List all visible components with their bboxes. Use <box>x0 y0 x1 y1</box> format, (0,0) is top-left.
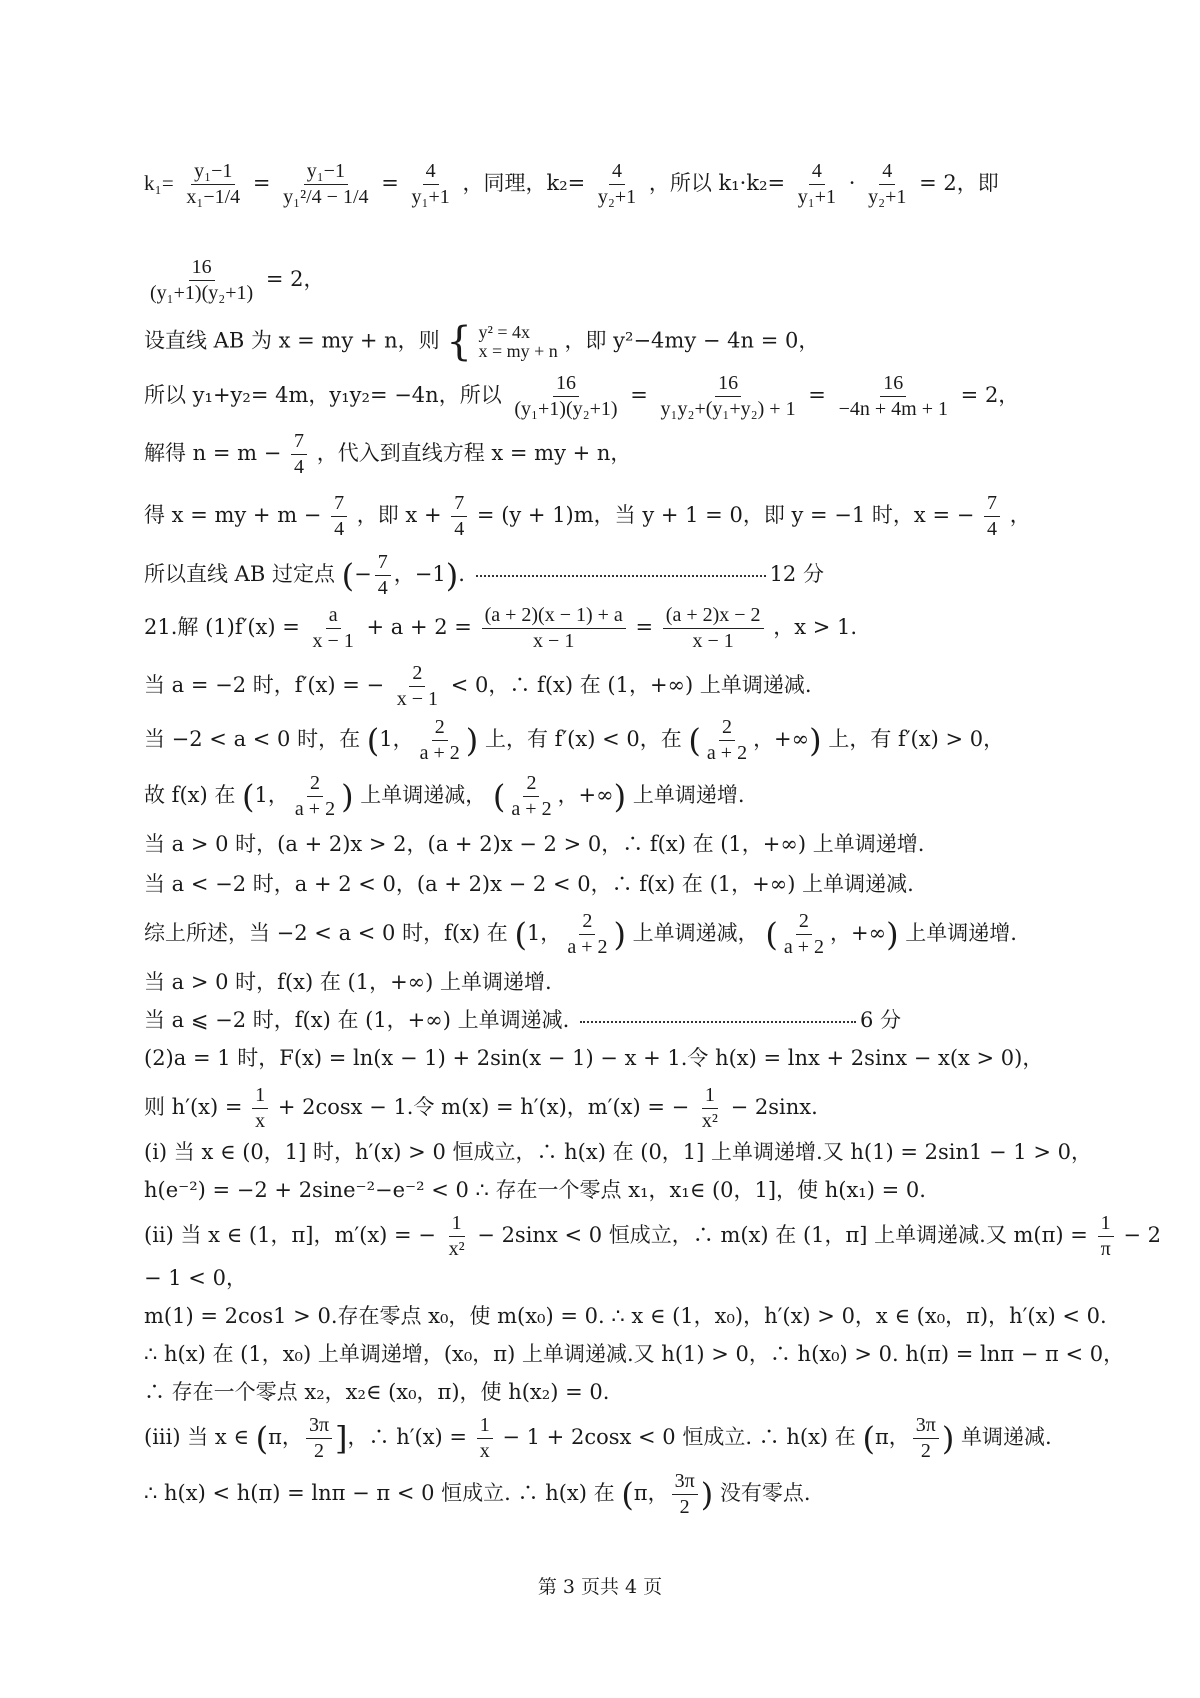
denominator: 2 <box>313 1440 324 1462</box>
fraction <box>699 1084 721 1133</box>
fraction <box>375 551 391 600</box>
denominator: x² <box>701 1110 718 1132</box>
numerator: 1 <box>252 1084 268 1109</box>
fraction <box>292 772 338 821</box>
right-bracket-icon: ] <box>335 1419 348 1458</box>
text-span: = (y + 1)m，当 y + 1 = 0，即 y = −1 时，x = − <box>476 503 975 527</box>
fraction <box>291 430 307 479</box>
text-span: ， <box>1009 503 1031 527</box>
solution-line: m(1) = 2cos1 > 0.存在零点 x₀，使 m(x₀) = 0. ∴ x ∈ (1，x₀)，h′(x) > 0，x ∈ (x₀，π)，h′(x) < 0. <box>144 1304 1107 1328</box>
solution-line <box>144 1084 1080 1133</box>
solution-line: 当 a > 0 时，f(x) 在 (1，+∞) 上单调递增. <box>144 970 552 994</box>
numerator: 2 <box>719 716 735 741</box>
denominator: x − 1 <box>396 688 439 710</box>
solution-line <box>144 256 1080 305</box>
fraction <box>451 492 467 541</box>
text-span: 所以 y₁+y₂= 4m，y₁y₂= −4n，所以 <box>144 383 502 407</box>
text-span: 解得 n = m − <box>144 441 282 465</box>
fraction <box>306 1414 332 1463</box>
fraction <box>394 662 441 711</box>
numerator: 2 <box>579 910 595 935</box>
denominator: (y₁+1)(y₂+1) <box>514 398 618 420</box>
left-paren-icon: ( <box>366 721 380 760</box>
denominator: (y₁+1)(y₂+1) <box>150 282 254 304</box>
solution-line <box>144 160 1080 209</box>
right-paren-icon: ) <box>613 915 626 954</box>
fraction <box>672 1470 698 1519</box>
denominator: 4 <box>454 518 465 540</box>
right-paren-icon: ) <box>341 777 354 816</box>
text-span: ，代入到直线方程 x = my + n， <box>316 441 632 465</box>
text-span: 没有零点. <box>719 1481 811 1505</box>
text-span: = 2， <box>265 267 325 291</box>
text-span: ∴ h(x) < h(π) = lnπ − π < 0 恒成立. ∴ h(x) 在 <box>144 1481 615 1505</box>
fraction <box>280 160 371 209</box>
text-span: 1， <box>526 921 562 945</box>
solution-line: 当 a < −2 时，a + 2 < 0，(a + 2)x − 2 < 0，∴ f(x) 在 (1，+∞) 上单调递减. <box>144 872 914 896</box>
denominator: y₂+1 <box>868 186 907 208</box>
text-span: − 2 <box>1123 1223 1162 1247</box>
text-span: + 2cosx − 1.令 m(x) = h′(x)，m′(x) = − <box>277 1095 690 1119</box>
solution-line: (i) 当 x ∈ (0，1] 时，h′(x) > 0 恒成立，∴ h(x) 在 (0，1] 上单调递增.又 h(1) = 2sin1 − 1 > 0， <box>144 1140 1092 1164</box>
numerator: 2 <box>796 910 812 935</box>
solution-line <box>144 604 1080 653</box>
text-span: π， <box>268 1425 303 1449</box>
fraction <box>795 160 839 209</box>
denominator: a + 2 <box>511 798 552 820</box>
text-span: 得 x = my + m − <box>144 503 322 527</box>
solution-line <box>144 492 1080 541</box>
numerator: 1 <box>477 1414 493 1439</box>
equation-system <box>479 323 558 361</box>
text-span: 上，有 f′(x) < 0，在 <box>484 727 682 751</box>
denominator: x <box>255 1110 266 1132</box>
solution-line: (2)a = 1 时，F(x) = ln(x − 1) + 2sin(x − 1) − x + 1.令 h(x) = lnx + 2sinx − x(x > 0)， <box>144 1046 1044 1070</box>
fraction <box>409 160 453 209</box>
numerator: 3π <box>672 1470 698 1495</box>
text-span: ，+∞ <box>753 727 810 751</box>
solution-line <box>144 372 1080 421</box>
fraction <box>477 1414 493 1463</box>
denominator: y₁+1 <box>411 186 450 208</box>
text-span: = <box>381 171 399 195</box>
left-brace-icon: { <box>446 319 472 365</box>
text-span: 上单调递减， <box>360 783 487 807</box>
solution-line <box>144 910 1080 959</box>
numerator: a <box>326 604 341 629</box>
fraction <box>310 604 357 653</box>
solution-line: ∴ h(x) 在 (1，x₀) 上单调递增，(x₀，π) 上单调递减.又 h(1) > 0，∴ h(x₀) > 0. h(π) = lnπ − π < 0， <box>144 1342 1125 1366</box>
text-span: − 2sinx < 0 恒成立，∴ m(x) 在 (1，π] 上单调递减.又 m(π) = <box>477 1223 1088 1247</box>
solution-line <box>144 551 1080 600</box>
numerator: 4 <box>879 160 895 185</box>
numerator: 3π <box>913 1414 939 1439</box>
denominator: x − 1 <box>692 630 734 652</box>
text-span: 当 a = −2 时，f′(x) = − <box>144 673 385 697</box>
fraction <box>663 604 764 653</box>
denominator: a + 2 <box>419 742 460 764</box>
fraction <box>781 910 827 959</box>
numerator: 2 <box>432 716 448 741</box>
numerator: 16 <box>189 256 215 281</box>
numerator: 16 <box>880 372 906 397</box>
text-span: 故 f(x) 在 <box>144 783 236 807</box>
solution-line: − 1 < 0， <box>144 1266 247 1290</box>
fraction <box>658 372 799 421</box>
denominator: 4 <box>334 518 345 540</box>
fraction <box>446 1212 468 1261</box>
fraction <box>183 160 243 209</box>
left-paren-icon: ( <box>514 915 527 954</box>
numerator: 7 <box>984 492 1000 517</box>
text-span: 上，有 f′(x) > 0， <box>828 727 1005 751</box>
equation: x = my + n <box>478 341 558 361</box>
text-span: π， <box>633 1481 669 1505</box>
fraction <box>417 716 463 765</box>
left-paren-icon: ( <box>862 1419 875 1458</box>
denominator: 4 <box>377 577 388 599</box>
left-paren-icon: ( <box>492 777 506 816</box>
fraction <box>836 372 951 421</box>
fraction <box>704 716 750 765</box>
text-span: ，+∞ <box>829 921 887 945</box>
denominator: a + 2 <box>783 936 824 958</box>
numerator: 1 <box>1098 1212 1114 1237</box>
left-paren-icon: ( <box>621 1475 634 1514</box>
text-span: · <box>848 171 856 195</box>
numerator: 7 <box>331 492 347 517</box>
solution-line <box>144 772 1080 821</box>
fraction <box>564 910 610 959</box>
numerator: 2 <box>409 662 425 687</box>
fraction <box>508 772 554 821</box>
denominator: y₁y₂+(y₁+y₂) + 1 <box>660 398 796 420</box>
text-span: π， <box>874 1425 910 1449</box>
numerator: 1 <box>449 1212 465 1237</box>
text-span: ，−1 <box>393 562 446 586</box>
denominator: a + 2 <box>294 798 336 820</box>
numerator: 16 <box>553 372 579 397</box>
denominator: 4 <box>987 518 998 540</box>
text-span: = 2，即 <box>919 171 999 195</box>
solution-line <box>144 318 1080 366</box>
solution-line <box>144 1212 1162 1261</box>
text-span: + a + 2 = <box>366 615 472 639</box>
text-span: 上单调递增. <box>905 921 1017 945</box>
denominator: 2 <box>920 1440 931 1462</box>
text-span: < 0，∴ f(x) 在 (1，+∞) 上单调递减. <box>450 673 812 697</box>
solution-line <box>144 662 1080 711</box>
numerator: (a + 2)x − 2 <box>663 604 764 629</box>
text-span: . <box>458 562 465 586</box>
solution-line: 当 a > 0 时，(a + 2)x > 2，(a + 2)x − 2 > 0，∴ f(x) 在 (1，+∞) 上单调递增. <box>144 832 925 856</box>
right-paren-icon: ) <box>465 721 479 760</box>
right-paren-icon: ) <box>809 721 822 760</box>
numerator: y₁−1 <box>304 160 348 185</box>
text-span: = <box>252 171 271 195</box>
denominator: a + 2 <box>567 936 608 958</box>
dotted-leader <box>580 1021 856 1023</box>
solution-line <box>144 1414 1080 1463</box>
text-span: 1， <box>379 727 414 751</box>
equation: y² = 4x <box>478 322 531 343</box>
text-span: − 2sinx. <box>730 1095 818 1119</box>
numerator: 1 <box>702 1084 718 1109</box>
page-footer: 第 3 页共 4 页 <box>537 1576 663 1598</box>
left-paren-icon: ( <box>242 777 255 816</box>
text-span: 1， <box>254 783 289 807</box>
denominator: −4n + 4m + 1 <box>838 398 948 420</box>
numerator: 2 <box>523 772 539 797</box>
fraction <box>511 372 620 421</box>
denominator: x₁−1/4 <box>186 186 241 208</box>
fraction <box>865 160 909 209</box>
text-span: − <box>354 562 372 586</box>
denominator: y₁²/4 − 1/4 <box>283 186 369 208</box>
text-span: k₁= <box>144 171 174 195</box>
right-paren-icon: ) <box>445 556 459 595</box>
text-span: (ii) 当 x ∈ (1，π]，m′(x) = − <box>144 1223 436 1247</box>
numerator: 2 <box>307 772 323 797</box>
text-span: − 1 + 2cosx < 0 恒成立. ∴ h(x) 在 <box>502 1425 856 1449</box>
score-label: 12 分 <box>769 562 824 586</box>
denominator: x − 1 <box>533 630 575 652</box>
text-span: ，所以 k₁·k₂= <box>648 171 786 195</box>
fraction <box>984 492 1000 541</box>
left-paren-icon: ( <box>765 915 778 954</box>
right-paren-icon: ) <box>886 915 899 954</box>
numerator: 7 <box>375 551 391 576</box>
denominator: 2 <box>679 1496 690 1518</box>
denominator: a + 2 <box>706 742 748 764</box>
solution-line <box>144 430 1080 479</box>
denominator: 4 <box>294 456 305 478</box>
numerator: y₁−1 <box>191 160 235 185</box>
solution-line: h(e⁻²) = −2 + 2sine⁻²−e⁻² < 0 ∴ 存在一个零点 x₁，x₁∈ (0，1]，使 h(x₁) = 0. <box>144 1178 926 1202</box>
fraction <box>913 1414 939 1463</box>
denominator: x <box>479 1440 490 1462</box>
fraction <box>482 604 626 653</box>
fraction <box>1098 1212 1114 1261</box>
right-paren-icon: ) <box>941 1419 955 1458</box>
score-label: 6 分 <box>860 1008 902 1032</box>
numerator: 4 <box>609 160 625 185</box>
left-paren-icon: ( <box>341 556 355 595</box>
solution-line <box>144 1470 1080 1519</box>
text-span: ，即 x + <box>356 503 442 527</box>
text-span: = <box>808 383 826 407</box>
text-span: ，x > 1. <box>773 615 858 639</box>
fraction <box>147 256 256 305</box>
dotted-leader <box>476 575 766 577</box>
right-paren-icon: ) <box>700 1475 714 1514</box>
text-span: 则 h′(x) = <box>144 1095 243 1119</box>
numerator: 3π <box>306 1414 332 1439</box>
fraction <box>595 160 639 209</box>
denominator: x² <box>448 1238 465 1260</box>
numerator: 7 <box>451 492 467 517</box>
denominator: x − 1 <box>312 630 354 652</box>
fraction <box>331 492 347 541</box>
text-span: 所以直线 AB 过定点 <box>144 562 335 586</box>
text-span: ，同理，k₂= <box>462 171 586 195</box>
solution-line <box>144 1008 1080 1033</box>
numerator: 4 <box>809 160 825 185</box>
text-span: (iii) 当 x ∈ <box>144 1425 249 1449</box>
text-span: 单调递减. <box>961 1425 1052 1449</box>
numerator: 4 <box>423 160 439 185</box>
text-span: 综上所述，当 −2 < a < 0 时，f(x) 在 <box>144 921 508 945</box>
text-span: ，+∞ <box>557 783 614 807</box>
text-span: = 2， <box>960 383 1020 407</box>
text-span: = <box>630 383 648 407</box>
text-span: 21.解 (1)f′(x) = <box>144 615 300 639</box>
left-paren-icon: ( <box>255 1419 269 1458</box>
text-span: 当 a ⩽ −2 时，f(x) 在 (1，+∞) 上单调递减. <box>144 1008 570 1032</box>
text-span: 设直线 AB 为 x = my + n，则 <box>144 328 440 353</box>
right-paren-icon: ) <box>613 777 627 816</box>
text-span: = <box>635 615 654 639</box>
denominator: y₁+1 <box>797 186 837 208</box>
numerator: (a + 2)(x − 1) + a <box>482 604 626 629</box>
text-span: ，∴ h′(x) = <box>347 1425 467 1449</box>
text-span: 上单调递减， <box>632 921 759 945</box>
solution-line: ∴ 存在一个零点 x₂，x₂∈ (x₀，π)，使 h(x₂) = 0. <box>144 1380 610 1404</box>
text-span: 当 −2 < a < 0 时，在 <box>144 727 361 751</box>
numerator: 7 <box>291 430 307 455</box>
left-paren-icon: ( <box>688 721 701 760</box>
denominator: π <box>1100 1238 1111 1260</box>
solution-line <box>144 716 1080 765</box>
fraction <box>252 1084 268 1133</box>
text-span: ，即 y²−4my − 4n = 0， <box>564 328 820 353</box>
text-span: 上单调递增. <box>632 783 745 807</box>
numerator: 16 <box>715 372 741 397</box>
denominator: y₂+1 <box>597 186 637 208</box>
